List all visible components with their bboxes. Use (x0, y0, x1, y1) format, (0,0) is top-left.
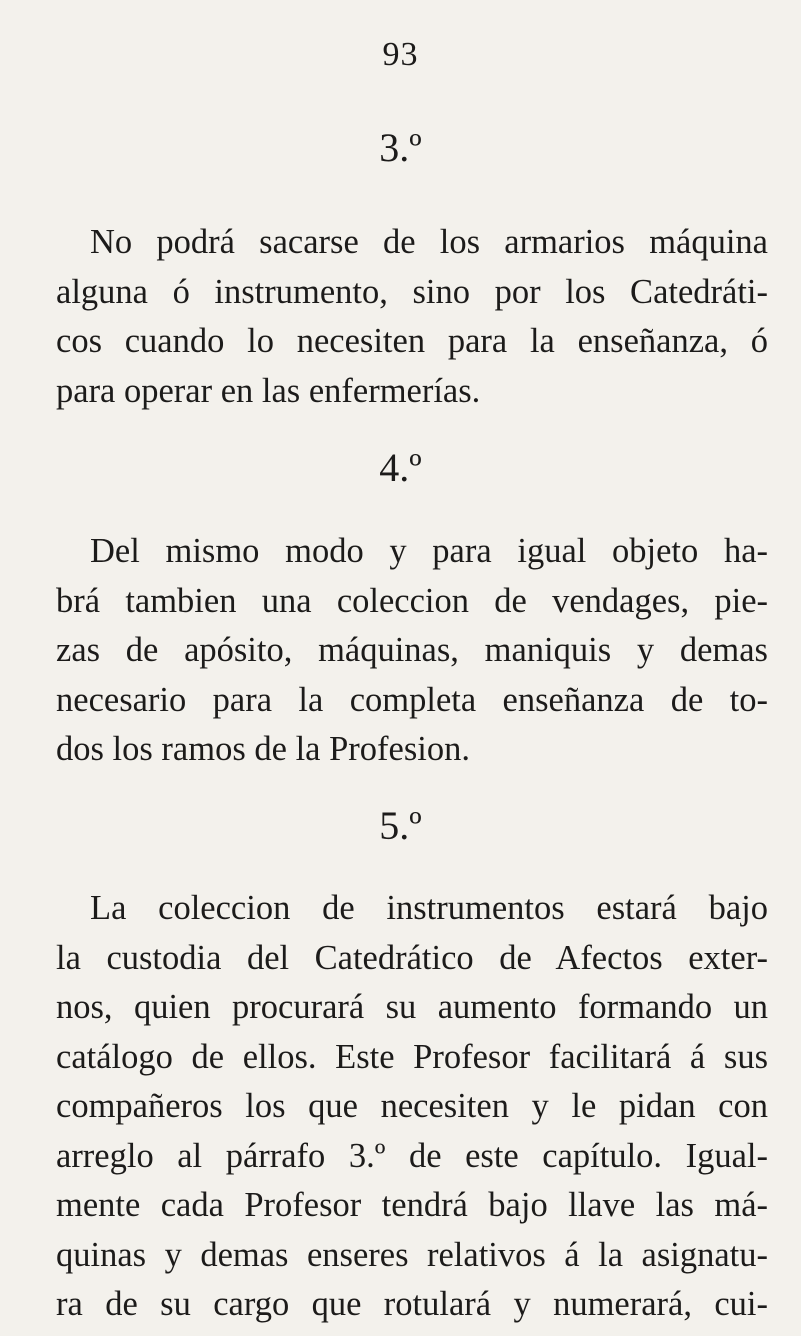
text-line: quinas y demas enseres relativos á la asignatu- (56, 1235, 768, 1274)
text-line: No podrá sacarse de los armarios máquina (90, 223, 768, 261)
text-line: alguna ó instrumento, sino por los Catedráti- (56, 272, 768, 311)
text-line: La coleccion de instrumentos estará bajo (90, 889, 768, 927)
section-heading-4: 4.º (379, 445, 422, 490)
text-line: nos, quien procurará su aumento formando un (56, 988, 768, 1026)
section-heading-5: 5.º (379, 803, 422, 848)
text-line: la custodia del Catedrático de Afectos exter- (56, 938, 768, 977)
text-line: cos cuando lo necesiten para la enseñanza, ó (56, 322, 768, 360)
text-line: dos los ramos de la Profesion. (56, 730, 470, 768)
text-line: compañeros los que necesiten y le pidan con (56, 1087, 768, 1125)
paragraph-section-3 (56, 218, 768, 416)
text-line: zas de apósito, máquinas, maniquis y demas (56, 631, 768, 669)
paragraph-section-4 (56, 527, 768, 775)
text-line: catálogo de ellos. Este Profesor facilitará á sus (56, 1037, 768, 1076)
text-line: Del mismo modo y para igual objeto ha- (90, 532, 768, 570)
paragraph-section-5 (56, 884, 768, 1330)
text-line: brá tambien una coleccion de vendages, pie- (56, 581, 768, 620)
section-heading-3: 3.º (379, 125, 422, 170)
text-line: necesario para la completa enseñanza de to- (56, 680, 768, 719)
text-line: ra de su cargo que rotulará y numerará, cui- (56, 1285, 768, 1323)
text-line: mente cada Profesor tendrá bajo llave las má- (56, 1186, 768, 1224)
page-number: 93 (382, 36, 419, 73)
text-line: arreglo al párrafo 3.º de este capítulo. Igual- (56, 1136, 768, 1175)
text-line: para operar en las enfermerías. (56, 371, 481, 410)
